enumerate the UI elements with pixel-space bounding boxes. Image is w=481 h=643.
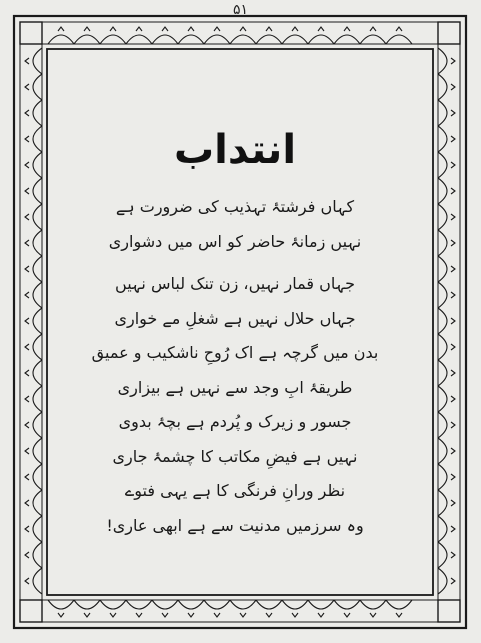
border-motif <box>25 110 29 116</box>
border-motif <box>33 178 42 204</box>
border-motif <box>25 292 29 298</box>
border-motif <box>33 516 42 542</box>
border-motif <box>126 35 152 44</box>
border-motif <box>230 35 256 44</box>
poem-line: نہیں ہے فیضِ مکاتب کا چشمۂ جاری <box>112 446 358 466</box>
border-motif <box>110 613 116 617</box>
border-motif <box>33 412 42 438</box>
border-motif <box>451 526 455 532</box>
border-motif <box>188 27 194 31</box>
border-motif <box>25 240 29 246</box>
border-motif <box>438 386 447 412</box>
border-motif <box>74 600 100 609</box>
border-motif <box>33 256 42 282</box>
border-motif <box>240 27 246 31</box>
border-motif <box>451 214 455 220</box>
border-motif <box>451 500 455 506</box>
poem-line: بدن میں گرچہ ہے اک رُوحِ ناشکیب و عمیق <box>91 343 379 362</box>
border-motif <box>214 613 220 617</box>
border-motif <box>451 370 455 376</box>
poem-line: نظر ورانِ فرنگی کا ہے یہی فتوے <box>124 481 346 500</box>
border-motif <box>451 318 455 324</box>
border-motif <box>152 600 178 609</box>
border-motif <box>256 600 282 609</box>
border-motif <box>438 542 447 568</box>
border-motif <box>438 412 447 438</box>
border-motif <box>100 35 126 44</box>
poem-title: انتداب <box>173 127 297 173</box>
border-motif <box>438 100 447 126</box>
border-motif <box>438 256 447 282</box>
border-motif <box>33 308 42 334</box>
border-motif <box>438 464 447 490</box>
border-motif <box>370 613 376 617</box>
border-motif <box>33 100 42 126</box>
poem-lines <box>70 190 400 543</box>
border-motif <box>438 230 447 256</box>
border-motif <box>136 27 142 31</box>
border-motif <box>308 35 334 44</box>
border-motif <box>25 58 29 64</box>
border-motif <box>451 292 455 298</box>
border-motif <box>292 613 298 617</box>
poem-block <box>70 120 400 549</box>
border-motif <box>344 27 350 31</box>
border-motif <box>33 230 42 256</box>
page-number: ۵۱ <box>232 2 249 18</box>
border-motif <box>33 282 42 308</box>
border-motif <box>344 613 350 617</box>
border-motif <box>33 542 42 568</box>
border-motif <box>396 613 402 617</box>
border-motif <box>438 126 447 152</box>
border-motif <box>318 27 324 31</box>
border-motif <box>33 48 42 74</box>
border-motif <box>33 360 42 386</box>
border-motif <box>438 438 447 464</box>
border-motif <box>25 344 29 350</box>
border-motif <box>451 552 455 558</box>
border-motif <box>438 204 447 230</box>
border-motif <box>438 74 447 100</box>
border-motif <box>451 136 455 142</box>
border-motif <box>33 568 42 594</box>
border-motif <box>25 500 29 506</box>
border-motif <box>33 204 42 230</box>
border-motif <box>438 48 447 74</box>
border-motif <box>204 35 230 44</box>
border-motif <box>438 334 447 360</box>
border-motif <box>451 84 455 90</box>
poem-line: کہاں فرشتۂ تہذیب کی ضرورت ہے <box>115 197 355 216</box>
poem-line: وہ سرزمیں مدنیت سے ہے ابھی عاری! <box>106 515 364 535</box>
border-motif <box>451 344 455 350</box>
border-motif <box>25 422 29 428</box>
border-motif <box>214 27 220 31</box>
border-motif <box>162 27 168 31</box>
border-motif <box>100 600 126 609</box>
border-motif <box>25 578 29 584</box>
border-motif <box>84 27 90 31</box>
poem-line: نہیں زمانۂ حاضر کو اس میں دشواری <box>108 231 362 251</box>
poem-line: جسور و زیرک و پُردم ہے بچۂ بدوی <box>118 412 352 431</box>
border-motif <box>240 613 246 617</box>
border-motif <box>438 516 447 542</box>
border-motif <box>438 308 447 334</box>
border-motif <box>451 110 455 116</box>
poem-line: جہاں قمار نہیں، زن تنک لباس نہیں <box>115 274 355 293</box>
border-motif <box>25 552 29 558</box>
border-motif <box>178 600 204 609</box>
border-motif <box>334 35 360 44</box>
border-motif <box>33 126 42 152</box>
border-motif <box>58 613 64 617</box>
border-motif <box>230 600 256 609</box>
border-motif <box>25 266 29 272</box>
border-motif <box>438 490 447 516</box>
border-motif <box>451 266 455 272</box>
border-motif <box>25 474 29 480</box>
border-motif <box>33 386 42 412</box>
border-motif <box>451 474 455 480</box>
border-motif <box>451 58 455 64</box>
border-motif <box>33 464 42 490</box>
border-motif <box>438 282 447 308</box>
border-motif <box>308 600 334 609</box>
border-motif <box>25 214 29 220</box>
border-motif <box>74 35 100 44</box>
border-motif <box>438 360 447 386</box>
border-motif <box>438 152 447 178</box>
border-motif <box>256 35 282 44</box>
border-motif <box>292 27 298 31</box>
border-motif <box>451 188 455 194</box>
border-motif <box>48 35 74 44</box>
border-motif <box>360 600 386 609</box>
border-motif <box>33 438 42 464</box>
border-motif <box>126 600 152 609</box>
border-motif <box>266 613 272 617</box>
border-motif <box>25 162 29 168</box>
border-motif <box>110 27 116 31</box>
border-motif <box>33 152 42 178</box>
border-motif <box>25 188 29 194</box>
border-motif <box>25 526 29 532</box>
border-motif <box>386 600 412 609</box>
border-motif <box>152 35 178 44</box>
border-motif <box>396 27 402 31</box>
border-motif <box>438 178 447 204</box>
border-motif <box>162 613 168 617</box>
border-motif <box>58 27 64 31</box>
border-motif <box>318 613 324 617</box>
border-motif <box>451 162 455 168</box>
border-motif <box>25 448 29 454</box>
border-motif <box>204 600 230 609</box>
border-motif <box>370 27 376 31</box>
border-motif <box>386 35 412 44</box>
border-motif <box>33 490 42 516</box>
border-motif <box>33 74 42 100</box>
border-motif <box>48 600 74 609</box>
border-motif <box>451 396 455 402</box>
border-motif <box>451 422 455 428</box>
border-motif <box>25 84 29 90</box>
border-motif <box>25 136 29 142</box>
border-motif <box>25 370 29 376</box>
border-motif <box>451 240 455 246</box>
border-motif <box>25 396 29 402</box>
border-motif <box>360 35 386 44</box>
border-motif <box>136 613 142 617</box>
border-motif <box>451 578 455 584</box>
border-motif <box>266 27 272 31</box>
poem-line: طریقۂ ابِ وجد سے نہیں ہے بیزاری <box>117 377 353 397</box>
border-motif <box>25 318 29 324</box>
border-motif <box>282 600 308 609</box>
border-motif <box>84 613 90 617</box>
border-motif <box>282 35 308 44</box>
border-motif <box>178 35 204 44</box>
border-motif <box>334 600 360 609</box>
poem-line: جہاں حلال نہیں ہے شغلِ مے خواری <box>114 308 356 328</box>
border-motif <box>451 448 455 454</box>
border-motif <box>33 334 42 360</box>
border-motif <box>438 568 447 594</box>
border-motif <box>188 613 194 617</box>
